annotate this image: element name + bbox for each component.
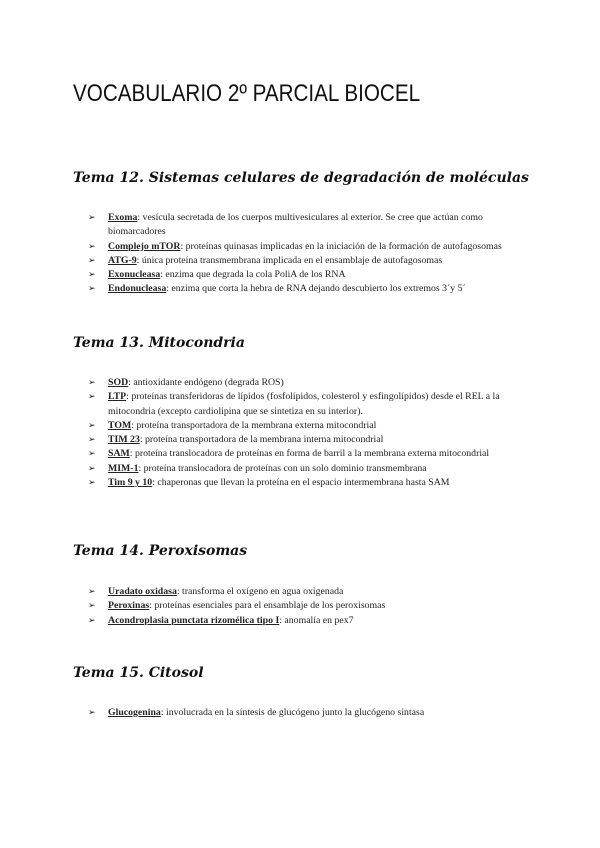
arrow-bullet-icon: ➢ [88,435,96,446]
vocab-term: MIM-1 [108,462,139,474]
vocab-term: Complejo mTOR [108,240,181,252]
arrow-bullet-icon: ➢ [88,601,96,612]
list-item [88,390,528,419]
arrow-bullet-icon: ➢ [88,708,96,718]
vocab-term: TOM [108,419,132,431]
list-item [88,706,528,720]
vocab-term: LTP [108,391,127,403]
vocab-term: Endonucleasa [108,283,167,295]
vocab-term: TIM 23 [108,434,140,446]
arrow-bullet-icon: ➢ [88,587,96,597]
vocab-definition: : transforma el oxígeno en agua oxigenada [176,586,344,597]
list-item [88,254,528,268]
vocab-definition: : proteína transportadora de la membrana externa mitocondrial [131,419,377,431]
section-title-tema-14: Tema 14. Peroxisomas [73,543,248,559]
list-item [88,585,528,599]
section-title-tema-12: Tema 12. Sistemas celulares de degradación de moléculas [73,170,529,186]
vocab-list-tema-15 [88,706,528,720]
vocab-definition: : proteínas esenciales para el ensamblaje de los peroxisomas [149,600,386,612]
document-title: VOCABULARIO 2º PARCIAL BIOCEL [73,80,421,107]
arrow-bullet-icon: ➢ [88,284,96,295]
arrow-bullet-icon: ➢ [88,463,96,474]
vocab-definition: : única proteína transmembrana implicada en el ensamblaje de autofagosomas [136,254,443,266]
vocab-definition: : proteínas transferidoras de lípidos (fosfolípidos, colesterol y esfingolípidos) desde el REL a la mitocondria (excepto cardiolipina que se sintetiza en su interior). [108,391,500,417]
list-item [88,462,528,476]
vocab-term: Exonucleasa [108,269,161,281]
arrow-bullet-icon: ➢ [88,255,96,266]
vocab-definition: : proteínas quinasas implicadas en la iniciación de la formación de autofagosomas [180,240,502,252]
vocab-term: Acondroplasia punctata rizomélica tipo I [108,614,280,626]
list-item [88,282,528,296]
arrow-bullet-icon: ➢ [88,420,96,431]
vocab-term: ATG-9 [108,254,137,266]
vocab-list-tema-14 [88,585,528,628]
vocab-definition: : involucrada en la síntesis de glucógeno junto la glucógeno sintasa [160,707,425,718]
arrow-bullet-icon: ➢ [88,449,96,460]
vocab-term: SAM [108,448,130,460]
vocab-term: Tim 9 y 10 [108,477,153,489]
vocab-definition: : enzima que degrada la cola PoliA de los RNA [160,269,346,281]
vocab-definition: : proteína translocadora de proteínas en forma de barril a la membrana externa mitocondrial [129,448,490,460]
vocab-definition: : chaperonas que llevan la proteína en el espacio intermembrana hasta SAM [152,477,450,489]
list-item [88,211,528,240]
vocab-list-tema-13 [88,376,528,490]
vocab-definition: : anomalía en pex7 [279,614,354,626]
list-item [88,376,528,390]
vocab-list-tema-12 [88,211,528,297]
list-item [88,476,528,490]
list-item [88,240,528,254]
vocab-definition: : vesícula secretada de los cuerpos multivesiculares al exterior. Se cree que actúan como biomarcadores [108,212,483,238]
vocab-definition: : proteína transportadora de la membrana interna mitocondrial [139,434,384,446]
arrow-bullet-icon: ➢ [88,213,96,223]
list-item [88,599,528,613]
arrow-bullet-icon: ➢ [88,478,96,489]
list-item [88,419,528,433]
arrow-bullet-icon: ➢ [88,270,96,281]
arrow-bullet-icon: ➢ [88,378,96,388]
list-item [88,614,528,628]
vocab-definition: : antioxidante endógeno (degrada ROS) [128,377,284,388]
vocab-term: Exoma [108,212,138,223]
arrow-bullet-icon: ➢ [88,392,96,403]
list-item [88,447,528,461]
vocab-term: Peroxinas [108,600,150,612]
section-title-tema-15: Tema 15. Citosol [73,665,204,681]
vocab-term: Glucogenina [108,707,161,718]
list-item [88,268,528,282]
section-title-tema-13: Tema 13. Mitocondria [73,335,245,351]
vocab-term: Uradato oxidasa [108,586,177,597]
arrow-bullet-icon: ➢ [88,241,96,252]
list-item [88,433,528,447]
vocab-definition: : proteína translocadora de proteínas con un solo dominio transmembrana [138,462,427,474]
vocab-definition: : enzima que corta la hebra de RNA dejando descubierto los extremos 3´y 5´ [166,283,466,295]
vocab-term: SOD [108,377,129,388]
arrow-bullet-icon: ➢ [88,615,96,626]
